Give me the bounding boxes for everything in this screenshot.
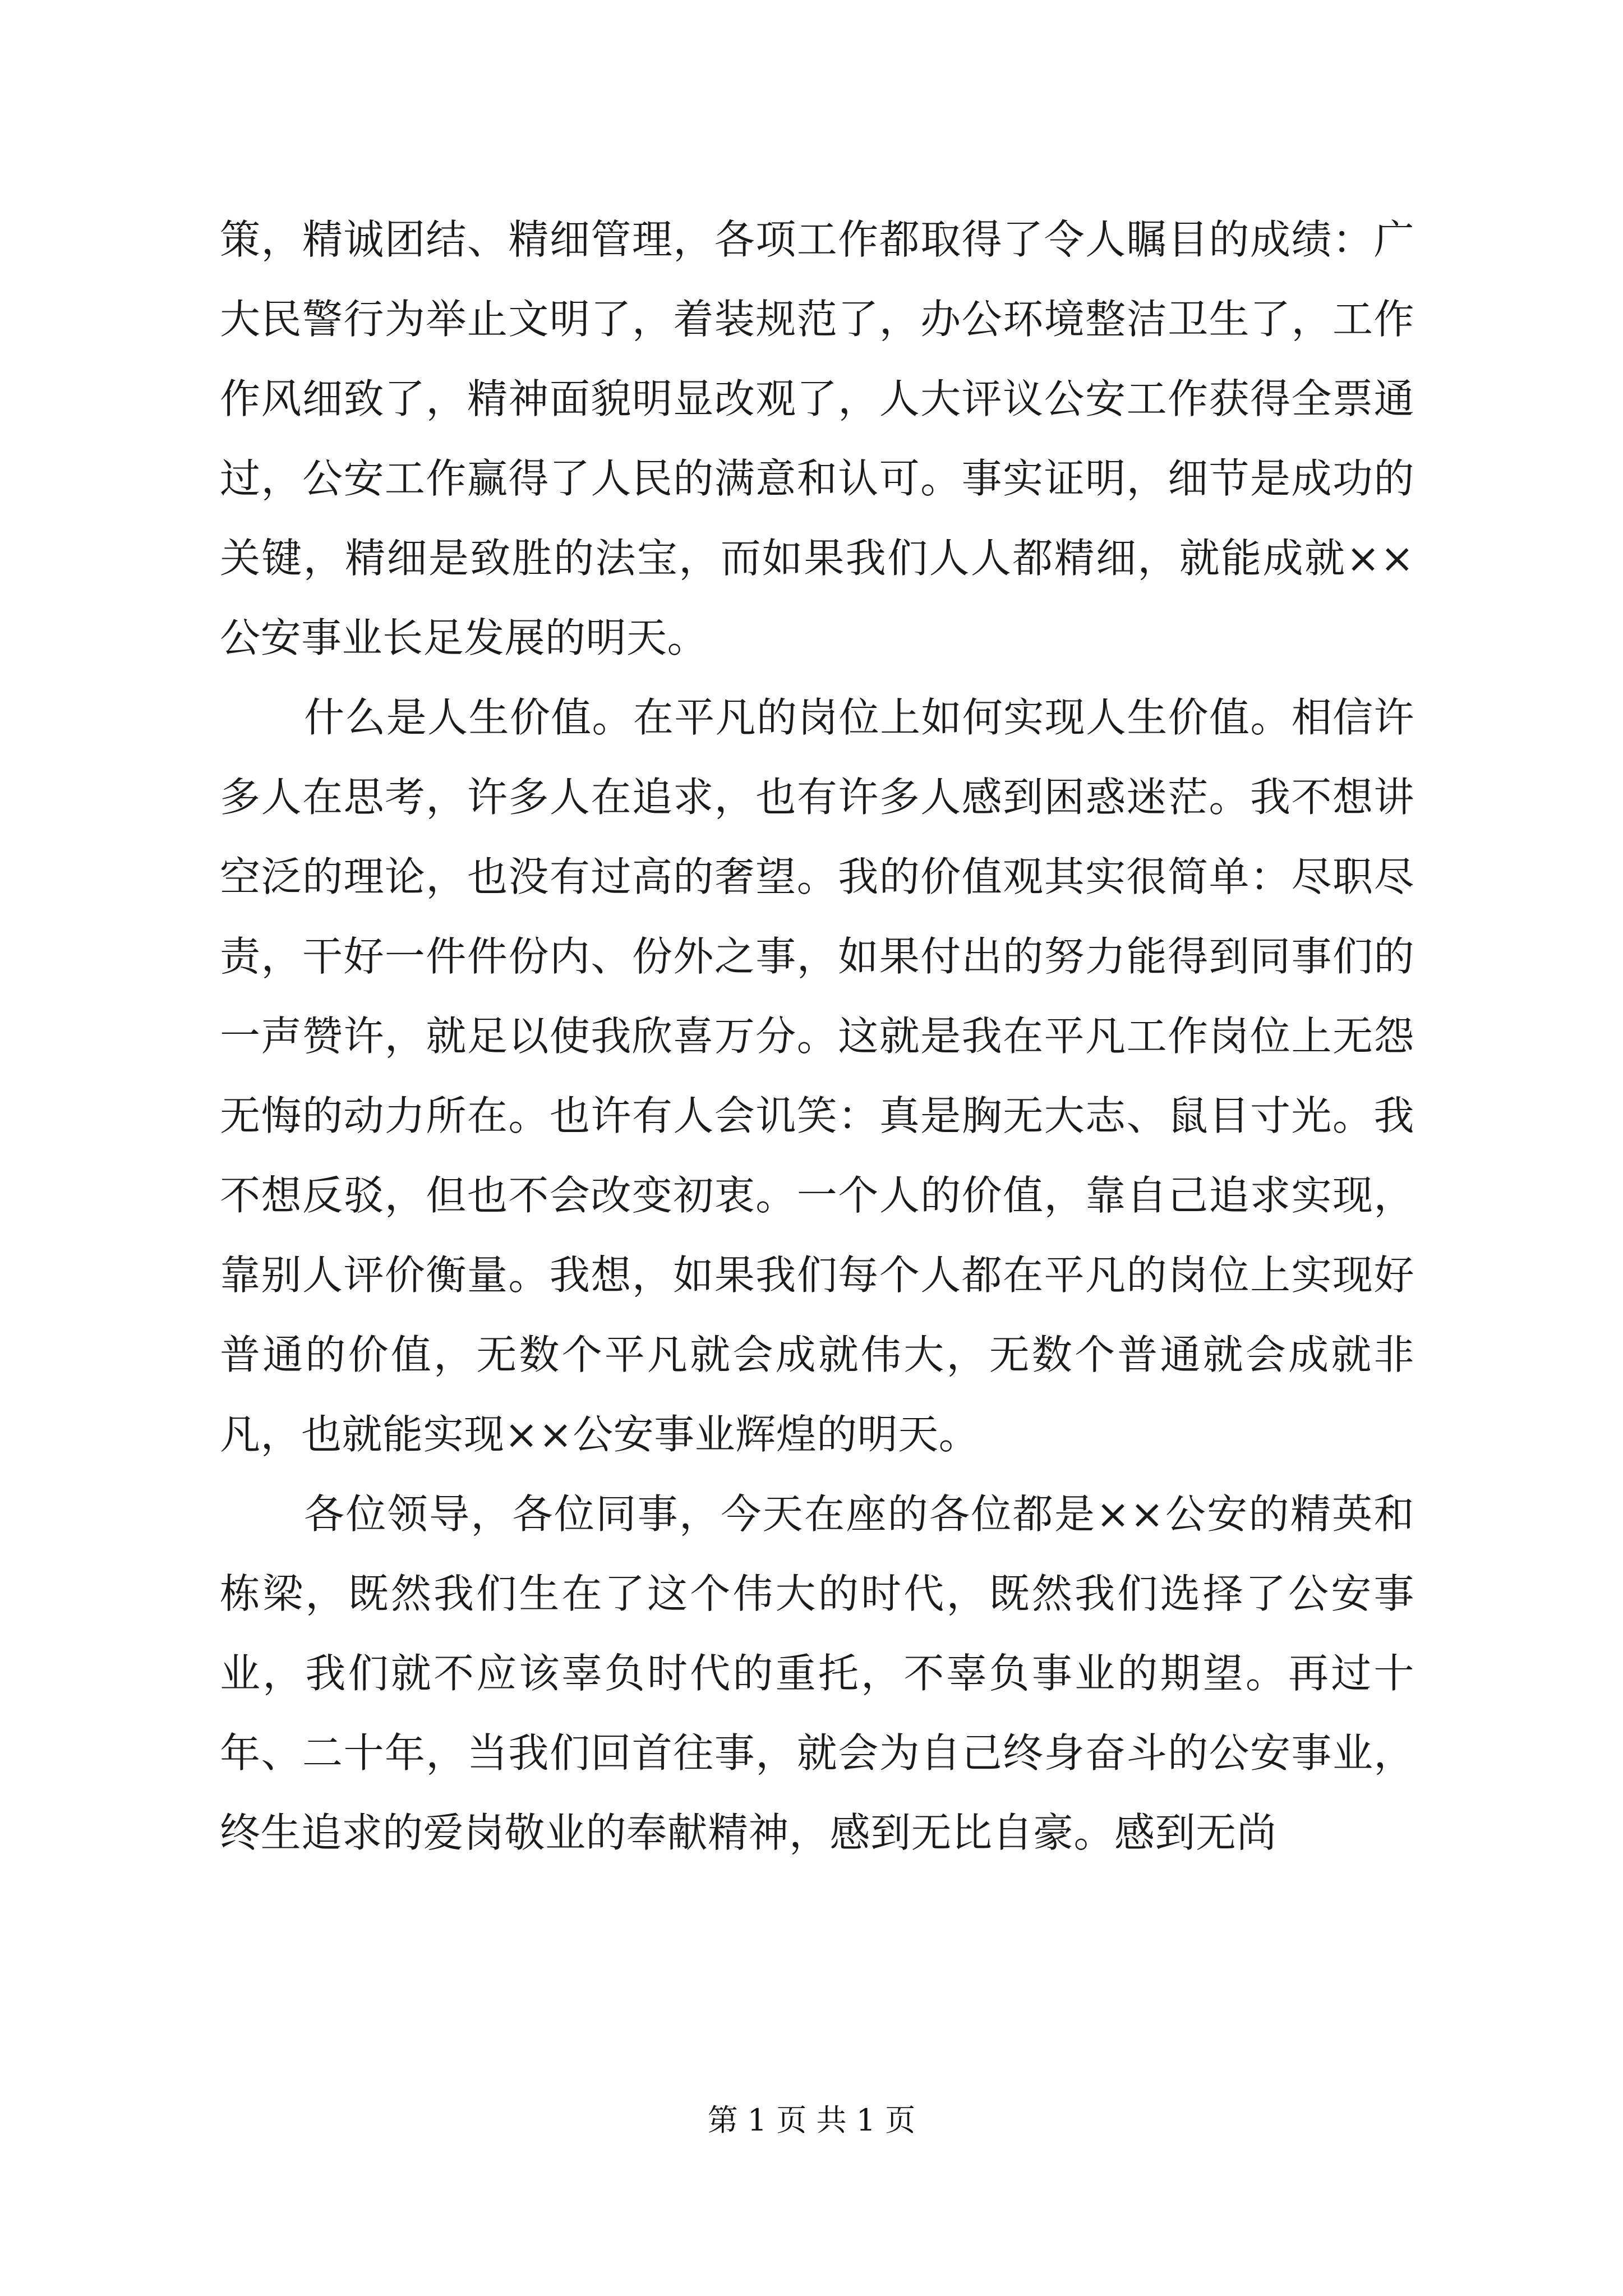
page-number-footer: 第 1 页 共 1 页 — [707, 2102, 916, 2138]
paragraph-life-value: 什么是人生价值。在平凡的岗位上如何实现人生价值。相信许多人在思考，许多人在追求，也有许多人感到困惑迷茫。我不想讲空泛的理论，也没有过高的奢望。我的价值观其实很简单：尽职尽责，干好一件件份内、份外之事，如果付出的努力能得到同事们的一声赞许，就足以使我欣喜万分。这就是我在平凡工作岗位上无怨无悔的动力所在。也许有人会讥笑：真是胸无大志、鼠目寸光。我不想反驳，但也不会改变初衷。一个人的价值，靠自己追求实现，靠别人评价衡量。我想，如果我们每个人都在平凡的岗位上实现好普通的价值，无数个平凡就会成就伟大，无数个普通就会成就非凡，也就能实现××公安事业辉煌的明天。 — [220, 694, 1414, 1458]
paragraph-closing: 各位领导，各位同事，今天在座的各位都是××公安的精英和栋梁，既然我们生在了这个伟大的时代，既然我们选择了公安事业，我们就不应该辜负时代的重托，不辜负事业的期望。再过十年、二十年，当我们回首往事，就会为自己终身奋斗的公安事业，终生追求的爱岗敬业的奉献精神，感到无比自豪。感到无尚 — [220, 1490, 1414, 1856]
paragraph-continuation: 策，精诚团结、精细管理，各项工作都取得了令人瞩目的成绩：广大民警行为举止文明了，着装规范了，办公环境整洁卫生了，工作作风细致了，精神面貌明显改观了，人大评议公安工作获得全票通过，公安工作赢得了人民的满意和认可。事实证明，细节是成功的关键，精细是致胜的法宝，而如果我们人人都精细，就能成就××公安事业长足发展的明天。 — [220, 216, 1414, 661]
document-body — [220, 200, 1414, 1872]
